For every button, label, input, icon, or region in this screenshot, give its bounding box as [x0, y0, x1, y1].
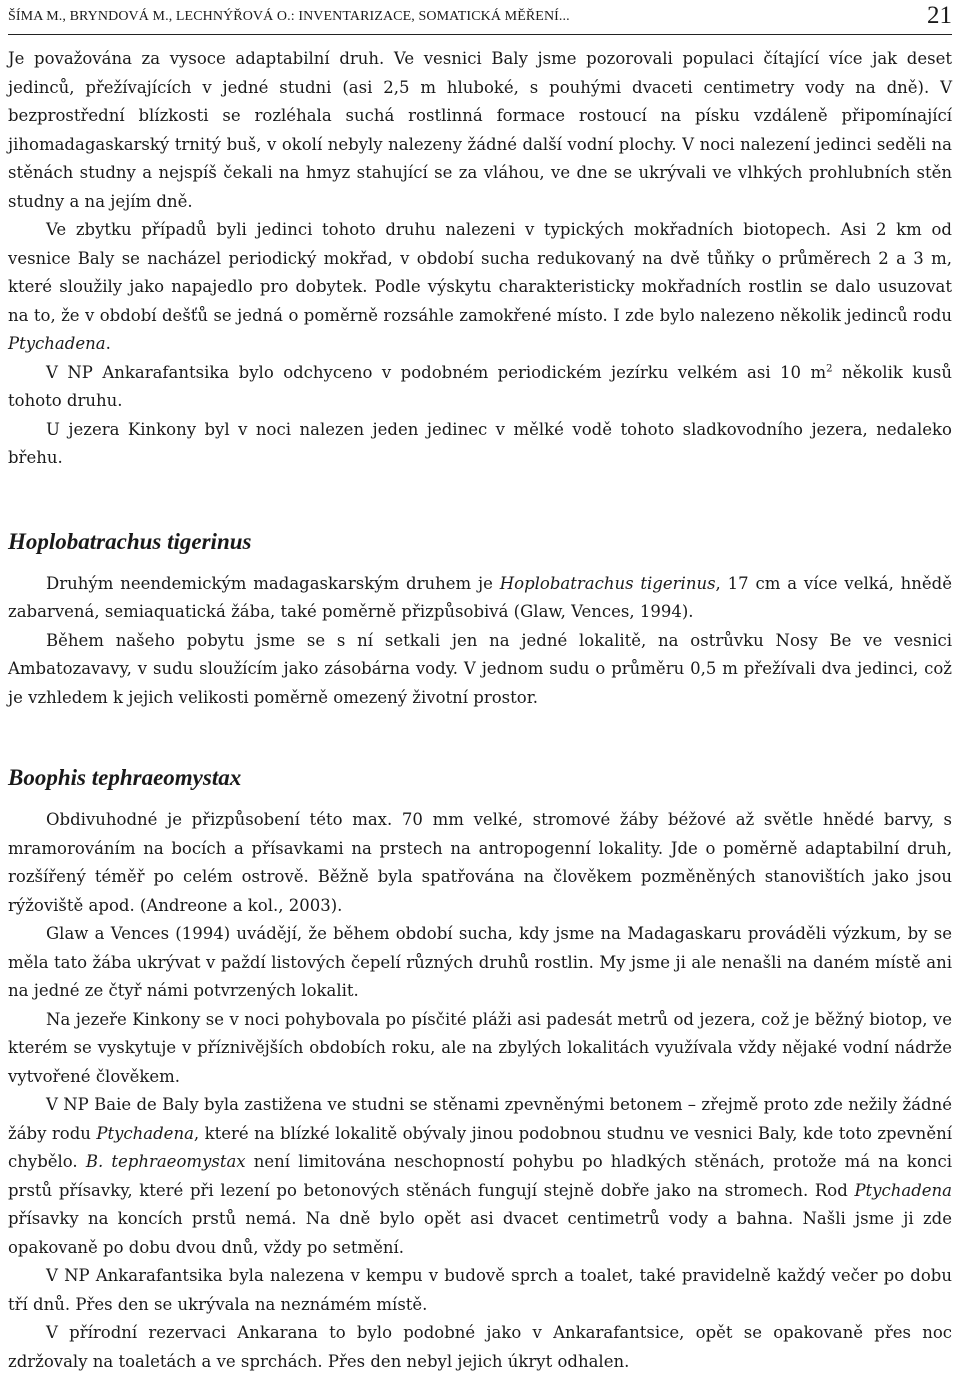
s2-p4-c: není limitována neschopností pohybu po hladkých stěnách, protože má na konci prstů přísavky, které při lezení po betonových stěnách fungují stejně dobře jako na stromech. Rod — [8, 1152, 952, 1200]
s2-p3-text: Na jezeře Kinkony se v noci pohybovala po písčité pláži asi padesát metrů od jezera, což je běžný biotop, ve kterém se vyskytuje v příznivějších obdobích roku, ale na zbylých lokalitách využívala vždy nějaké vodní nádrže vytvořené člověkem. — [8, 1009, 952, 1086]
boophis-paragraph-1 — [8, 806, 952, 920]
intro-p2-text: Ve zbytku případů byli jedinci tohoto druhu nalezeni v typických mokřadních biotopech. Asi 2 km od vesnice Baly se nacházel periodický mokřad, v období sucha redukovaný na dvě tůňky o průměrech 2 a 3 m, které sloužily jako napajedlo pro dobytek. Podle výskytu charakteristicky mokřadních rostlin se dalo usuzovat na to, že v období dešťů se jedná o poměrně rozsáhle zamokřené místo. I zde bylo nalezeno několik jedinců rodu — [8, 220, 952, 325]
s2-p1-text: Obdivuhodné je přizpůsobení této max. 70 mm velké, stromové žáby béžové až světle hnědé barvy, s mramorováním na bocích a přísavkami na prstech na antropogenní lokality. Jde o poměrně adaptabilní druh, rozšířený téměř po celém ostrově. Běžně byla spatřována na člověkem pozměněných stanovištích jako jsou rýžoviště apod. (Andreone a kol., 2003). — [8, 810, 952, 915]
species-name: B. tephraeomystax — [85, 1152, 246, 1171]
intro-p3-text: V NP Ankarafantsika bylo odchyceno v podobném periodickém jezírku velkém asi 10 m — [46, 362, 827, 382]
s1-p2-text: Během našeho pobytu jsme se s ní setkali jen na jedné lokalitě, na ostrůvku Nosy Be ve vesnici Ambatozavavy, v sudu sloužícím jako zásobárna vody. V jednom sudu o průměru 0,5 m přežívali dva jedinci, což je vzhledem k jejich velikosti poměrně omezený životní prostor. — [8, 630, 952, 707]
page-number: 21 — [927, 2, 952, 29]
intro-paragraph-1 — [8, 45, 952, 216]
intro-paragraph-4 — [8, 416, 952, 473]
s2-p4-b: , které na blízké lokalitě obývaly jinou podobnou studnu ve vesnici Baly, kde toto zpevnění chybělo. — [8, 1123, 952, 1171]
s1-p1-a: Druhým neendemickým madagaskarským druhem je — [46, 573, 500, 593]
genus-name: Ptychadena — [854, 1180, 952, 1200]
hoplobatrachus-paragraph-2 — [8, 627, 952, 713]
running-title: ŠÍMA M., BRYNDOVÁ M., LECHNÝŘOVÁ O.: INVENTARIZACE, SOMATICKÁ MĚŘENÍ... — [8, 9, 570, 24]
boophis-paragraph-2 — [8, 920, 952, 1006]
genus-name: Ptychadena — [96, 1123, 194, 1143]
intro-p4-text: U jezera Kinkony byl v noci nalezen jeden jedinec v mělké vodě tohoto sladkovodního jezera, nedaleko břehu. — [8, 419, 952, 467]
area-superscript: 2 — [826, 363, 833, 374]
boophis-paragraph-6 — [8, 1319, 952, 1376]
hoplobatrachus-paragraph-1 — [8, 570, 952, 627]
s2-p4-a: V NP Baie de Baly byla zastižena ve studni se stěnami zpevněnými betonem – zřejmě proto zde nežily žádné žáby rodu — [8, 1095, 952, 1143]
species-name: Hoplobatrachus tigerinus — [499, 573, 716, 593]
section-title-boophis: Boophis tephraeomystax — [8, 765, 242, 790]
s2-p6-text: V přírodní rezervaci Ankarana to bylo podobné jako v Ankarafantsice, opět se opakovaně přes noc zdržovaly na toaletách a ve sprchách. Přes den nebyl jejich úkryt odhalen. — [8, 1323, 952, 1371]
boophis-paragraph-3 — [8, 1006, 952, 1092]
intro-p2-end: . — [105, 334, 111, 353]
intro-p1-text: Je považována za vysoce adaptabilní druh. Ve vesnici Baly jsme pozorovali populaci čítající více jak deset jedinců, přežívajících v jedné studni (asi 2,5 m hluboké, s pouhými dvaceti centimetry vody na dně). V bezprostřední blízkosti se rozléhala suchá rostlinná formace rostoucí na písku vzdáleně připomínající jihomadagaskarský trnitý buš, v okolí nebyly nalezeny žádné další vodní plochy. V noci nalezení jedinci seděli na stěnách studny a nejspíš čekali na hmyz stahující se za vláhou, ve dne se ukrývali ve vlhkých prohlubních stěn studny a na jejím dně. — [8, 49, 952, 211]
boophis-paragraph-5 — [8, 1262, 952, 1319]
boophis-paragraph-4 — [8, 1091, 952, 1262]
section-title-hoplobatrachus: Hoplobatrachus tigerinus — [8, 528, 252, 554]
genus-name: Ptychadena — [8, 334, 106, 353]
running-header — [8, 0, 952, 35]
s2-p5-text: V NP Ankarafantsika byla nalezena v kempu v budově sprch a toalet, také pravidelně každý večer po dobu tří dnů. Přes den se ukrývala na neznámém místě. — [8, 1266, 952, 1314]
intro-paragraph-3 — [8, 359, 952, 416]
s2-p2-text: Glaw a Vences (1994) uvádějí, že během období sucha, kdy jsme na Madagaskaru prováděli výzkum, by se měla tato žába ukrývat v paždí listových čepelí různých druhů rostlin. My jsme ji ale nenašli na daném místě ani na jedné ze čtyř námi potvrzených lokalit. — [8, 924, 952, 1000]
s1-p1-b: , 17 cm a více velká, hnědě zabarvená, semiaquatická žába, také poměrně přizpůsobivá (Glaw, Vences, 1994). — [8, 573, 953, 621]
s2-p4-d: přísavky na koncích prstů nemá. Na dně bylo opět asi dvacet centimetrů vody a bahna. Našli jsme ji zde opakovaně po dobu dvou dnů, vždy po setmění. — [8, 1209, 952, 1257]
intro-p3-end: několik kusů tohoto druhu. — [8, 362, 953, 410]
intro-paragraph-2 — [8, 216, 952, 359]
